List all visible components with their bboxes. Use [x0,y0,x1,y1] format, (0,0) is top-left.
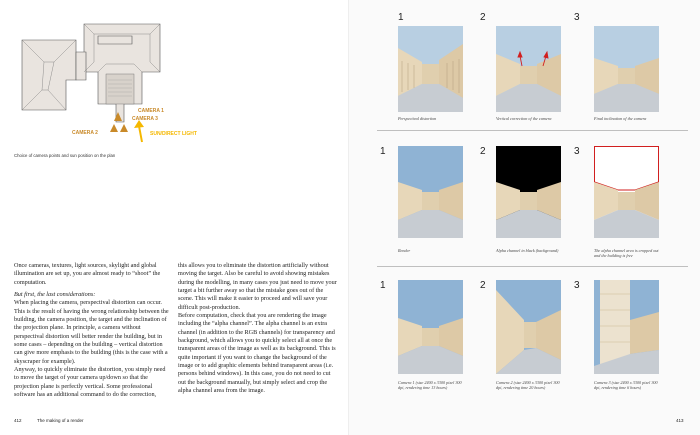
figure-number: 2 [480,280,486,291]
figure-number: 2 [480,12,486,23]
render-thumbnail [594,26,659,112]
figure-number: 1 [398,12,404,23]
render-thumbnail [398,26,463,112]
site-plan-diagram [14,22,204,152]
body-column-1 [14,262,170,400]
figure-caption: Perspectival distortion [398,116,437,121]
camera2-marker [110,124,118,132]
figure-caption: Camera 2 (size 2400 x 3300 pixel 300 dpi, rendering time 20 hours) [496,380,560,391]
body-column-2 [178,262,338,396]
page-number-right: 413 [676,418,684,423]
running-title: The making of a render [37,418,84,423]
figure-caption: Final inclination of the camera [594,116,647,121]
plan-caption: Choice of camera points and sun position on the plan [14,153,116,158]
figure-caption: Camera 3 (size 2400 x 3300 pixel 300 dpi, rendering time 6 hours) [594,380,658,391]
page-number-left: 412 [14,418,22,423]
figure-caption: Camera 1 (size 2400 x 3300 pixel 300 dpi, rendering time 13 hours) [398,380,462,391]
figure-caption: The alpha channel area is cropped out and the building is free [594,248,659,259]
camera3-label: CAMERA 3 [132,116,158,122]
render-thumbnail [496,146,561,238]
figure-number: 3 [574,280,580,291]
paragraph: Anyway, to quickly eliminate the distortion, you simply need to move the target of your camera up/down so that the projection plane is perfectly vertical. Some professional software has an additional command to do the correction, [14,366,166,399]
paragraph: Before computation, check that you are rendering the image including the “alpha channel”. The alpha channel is an extra channel (in addition to the RGB channels) for transparency and background, which allows you to quickly select all at once the transparent areas of the image as well as its background. This is quite important if you want to change the background of the image or to add graphic elements behind transparent areas (i.e. persons behind windows). In this case, you do not need to cut out the background manually, but simply select and crop the alpha channel area from the image. [178,312,336,395]
paragraph: this allows you to eliminate the distortion artificially without moving the target. Also be careful to avoid showing mistakes during the modelling, in many cases you just need to move your target a bit further away so that the mistake goes out of the scene. This will make it easier to proceed and will save your difficult post-production. [178,262,337,311]
camera2-label: CAMERA 2 [72,130,98,136]
left-page [0,0,349,435]
figure-number: 3 [574,146,580,157]
render-thumbnail [398,146,463,238]
divider [377,130,688,131]
figure-number: 1 [380,280,386,291]
figure-number: 1 [380,146,386,157]
paragraph-italic-lead: But first, the last considerations: [14,291,96,299]
figure-caption: Render [398,248,411,253]
camera1-label: CAMERA 1 [138,108,164,114]
render-thumbnail [496,26,561,112]
figure-caption: Alpha channel in black (background) [496,248,559,253]
figure-caption: Vertical correction of the camera [496,116,552,121]
camera3-marker [120,124,128,132]
paragraph: Once cameras, textures, light sources, skylight and global illumination are set up, you are almost ready to “shoot” the computation. [14,262,161,286]
figure-number: 2 [480,146,486,157]
render-thumbnail [496,280,561,374]
render-thumbnail [594,280,659,374]
render-thumbnail [594,146,659,238]
figure-number: 3 [574,12,580,23]
sun-label: SUN/DIRECT LIGHT [150,131,197,137]
render-thumbnail [398,280,463,374]
divider [377,266,688,267]
paragraph: When placing the camera, perspectival distortion can occur. This is the result of having the wrong relationship between the building, the camera position, the target and the inclination of the projection plane. In principle, a camera without perspectival distortion will better render the building, but in some cases – depending on the building – vertical distortion can give more emphasis to the building (this is the case with a skyscraper for example). [14,299,169,365]
